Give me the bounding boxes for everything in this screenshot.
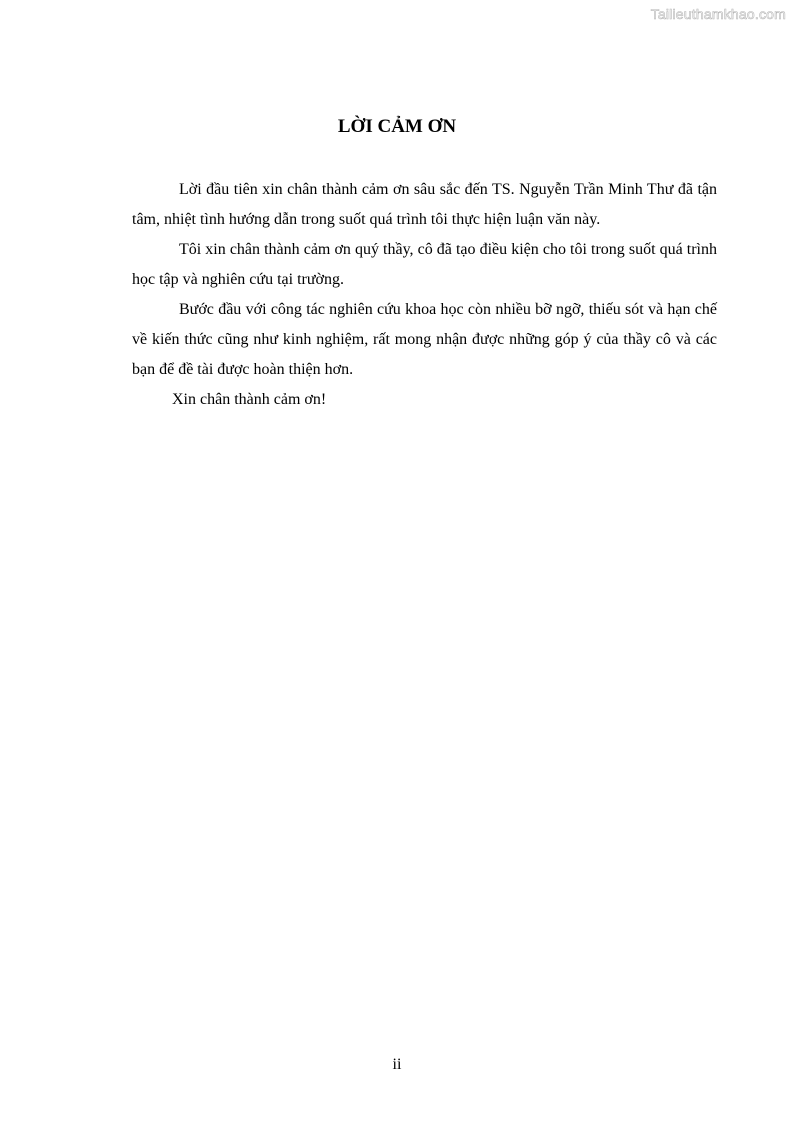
watermark-text: Tailieuthamkhao.com (650, 6, 786, 22)
acknowledgement-body (132, 175, 717, 415)
page-title: LỜI CẢM ƠN (337, 116, 457, 137)
paragraph-intro: Lời đầu tiên xin chân thành cảm ơn sâu sắc đến TS. Nguyễn Trần Minh Thư đã tận tâm, nhiệt tình hướng dẫn trong suốt quá trình tôi thực hiện luận văn này. (132, 181, 717, 228)
paragraph-teachers: Tôi xin chân thành cảm ơn quý thầy, cô đã tạo điều kiện cho tôi trong suốt quá trình học tập và nghiên cứu tại trường. (132, 241, 717, 288)
page-number: ii (392, 1056, 402, 1073)
paragraph-closing: Xin chân thành cảm ơn! (172, 391, 327, 408)
paragraph-feedback: Bước đầu với công tác nghiên cứu khoa học còn nhiều bỡ ngỡ, thiếu sót và hạn chế về kiến thức cũng như kinh nghiệm, rất mong nhận được những góp ý của thầy cô và các bạn để đề tài được hoàn thiện hơn. (132, 301, 717, 378)
